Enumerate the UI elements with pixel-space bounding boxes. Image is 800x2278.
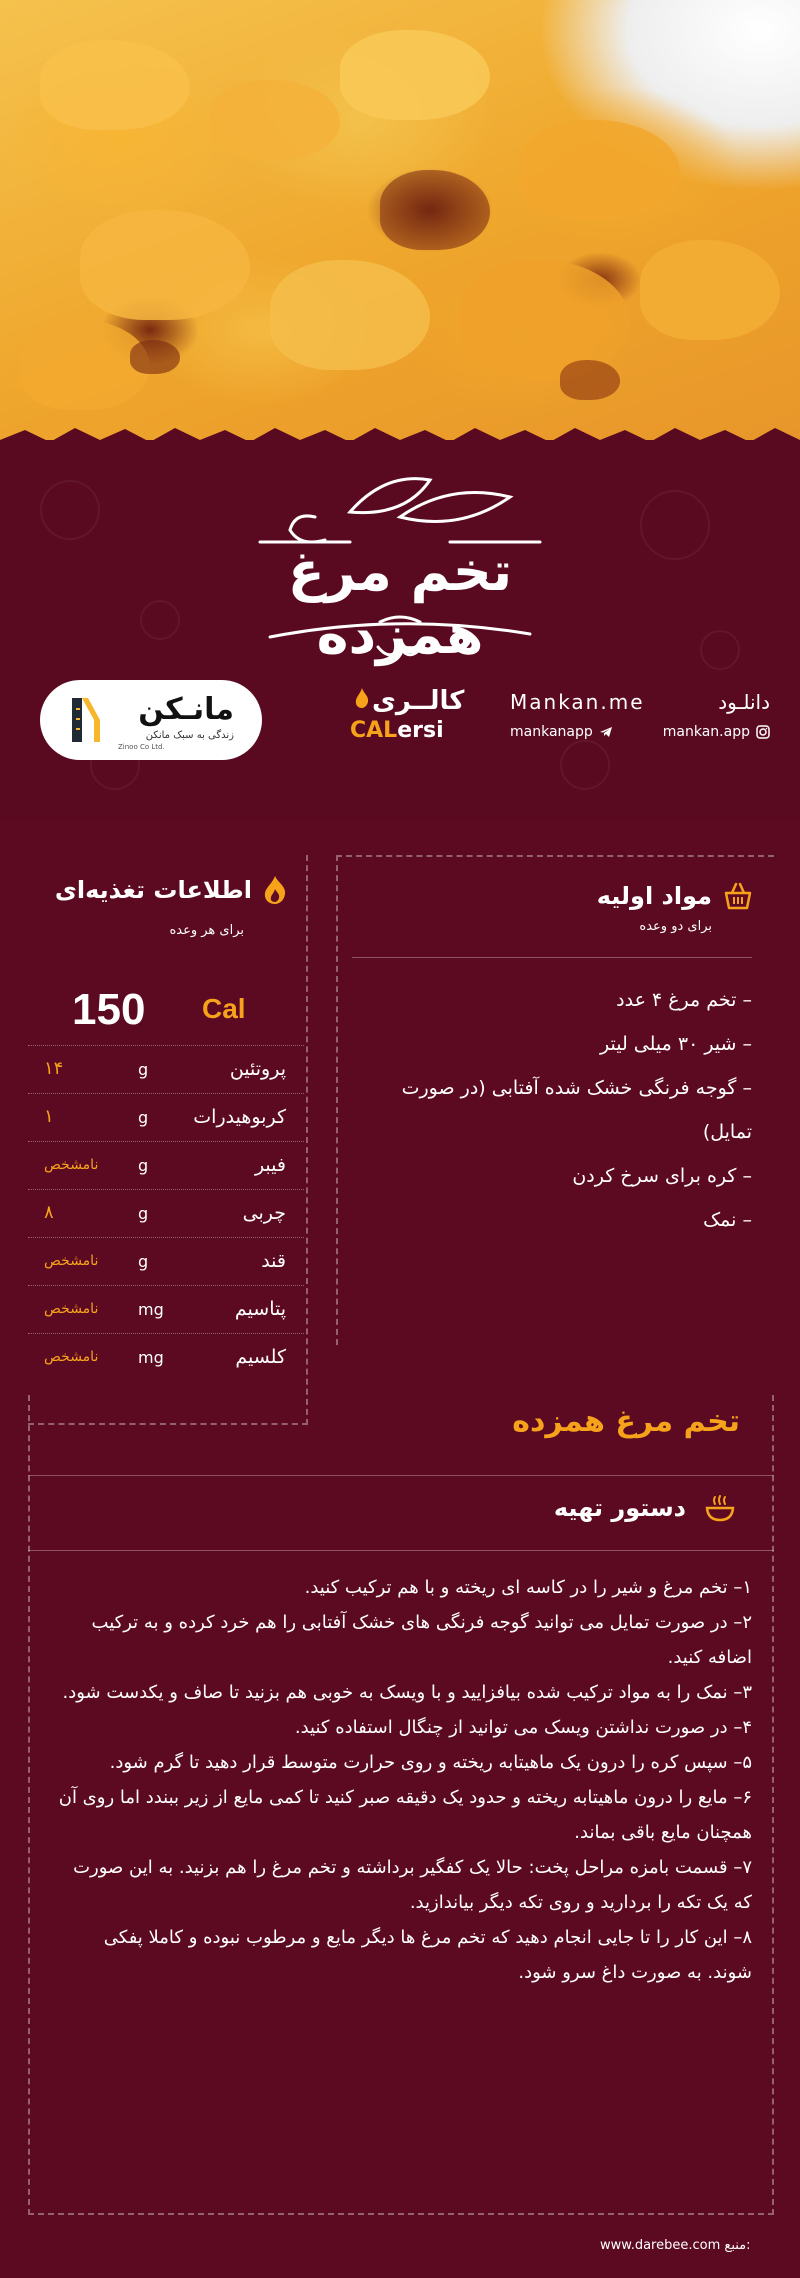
nutrient-name: پتاسیم (234, 1298, 286, 1320)
nutrient-name: چربی (242, 1202, 286, 1224)
mankan-mark-icon (66, 694, 106, 746)
fire-icon (262, 875, 288, 905)
calersi-rest: ersi (397, 718, 444, 743)
title-block (200, 462, 600, 666)
nutrient-value: ۱ (44, 1106, 54, 1127)
instagram-icon (756, 725, 770, 739)
divider (28, 1475, 774, 1476)
source-credit (600, 2238, 751, 2253)
recipe-step: ۵– سپس کره را درون یک ماهیتابه ریخته و روی حرارت متوسط قرار دهید تا گرم شود. (109, 1752, 752, 1773)
calories-row (44, 985, 294, 1035)
nutrient-unit: mg (138, 1348, 164, 1367)
recipe-title: تخم مرغ همزده (512, 1404, 740, 1439)
ingredient-item: – نمک (703, 1209, 752, 1231)
telegram-link[interactable] (510, 724, 613, 740)
recipe-step: ۲– در صورت تمایل می توانید گوجه فرنگی های خشک آفتابی را هم خرد کرده و به ترکیب اضافه کنید. (91, 1612, 752, 1668)
nutrition-subtitle: برای هر وعده (169, 923, 244, 938)
nutrient-unit: g (138, 1108, 149, 1127)
nutrient-name: پروتئین (229, 1058, 286, 1080)
nutrition-row (28, 1093, 304, 1141)
hero-photo (0, 0, 800, 440)
nutrition-table (28, 1045, 304, 1381)
calersi-cal: CAL (350, 718, 398, 743)
nutrient-name: کربوهیدرات (193, 1106, 286, 1128)
nutrient-unit: g (138, 1156, 149, 1175)
recipe-step: ۶– مایع را درون ماهیتابه ریخته و حدود یک دقیقه صبر کنید تا کمی مایع از زیر ببندد اما روی آن همچنان مایع باقی بماند. (58, 1787, 752, 1843)
page-title: تخم مرغ همزده (287, 540, 513, 666)
calersi-persian: کالــری (372, 686, 465, 716)
nutrient-value: نامشخص (44, 1157, 99, 1173)
nutrition-row (28, 1045, 304, 1093)
instagram-handle: mankan.app (662, 724, 750, 740)
steps-title: دستور تهیه (553, 1494, 686, 1522)
mankan-tagline: زندگی به سبک مانکن (145, 730, 234, 741)
nutrient-name: قند (261, 1250, 286, 1272)
source-label: منبع: (724, 2238, 751, 2253)
social-links (510, 724, 770, 744)
download-block (510, 690, 770, 750)
nutrition-panel (28, 855, 308, 1425)
ingredients-panel (336, 855, 774, 1345)
nutrition-title: اطلاعات تغذیه‌ای (54, 876, 252, 904)
steps-list (56, 1570, 752, 1990)
telegram-handle: mankanapp (510, 724, 593, 740)
recipe-step: ۱– تخم مرغ و شیر را در کاسه ای ریخته و با هم ترکیب کنید. (304, 1577, 752, 1598)
ingredients-subtitle: برای دو وعده (639, 919, 712, 934)
nutrient-value: ۸ (44, 1202, 54, 1223)
instagram-link[interactable] (663, 724, 770, 740)
download-site[interactable]: Mankan.me (510, 690, 645, 714)
divider (28, 1550, 774, 1551)
nutrient-unit: g (138, 1252, 149, 1271)
mankan-name: مانـکن (138, 692, 234, 727)
nutrient-name: کلسیم (235, 1346, 286, 1368)
flame-icon (354, 688, 370, 708)
telegram-icon (599, 725, 613, 739)
ingredients-list (352, 957, 752, 1242)
nutrient-unit: g (138, 1060, 149, 1079)
recipe-step: ۸– این کار را تا جایی انجام دهید که تخم مرغ ها دیگر مایع و مرطوب نبوده و کاملا پفکی شوند. به صورت داغ سرو شود. (103, 1927, 752, 1983)
nutrition-row (28, 1189, 304, 1237)
calersi-logo[interactable] (350, 680, 465, 750)
recipe-step: ۴– در صورت نداشتن ویسک می توانید از چنگال استفاده کنید. (294, 1717, 752, 1738)
nutrition-row (28, 1333, 304, 1381)
ingredient-item: – گوجه فرنگی خشک شده آفتابی (در صورت تمایل) (401, 1077, 752, 1143)
nutrient-value: نامشخص (44, 1301, 99, 1317)
steps-header (554, 1492, 736, 1524)
nutrient-value: ۱۴ (44, 1058, 64, 1079)
ingredients-header (597, 881, 754, 911)
calories-unit: Cal (202, 993, 246, 1024)
calersi-latin (350, 718, 444, 743)
source-url[interactable]: www.darebee.com (600, 2238, 721, 2253)
download-label: دانلـود (718, 690, 770, 714)
nutrient-name: فیبر (254, 1154, 286, 1176)
ingredients-title: مواد اولیه (596, 882, 712, 910)
mankan-logo[interactable] (40, 680, 262, 760)
ingredient-item: – تخم مرغ ۴ عدد (616, 989, 752, 1011)
mankan-company: Zinoo Co Ltd. (118, 743, 165, 751)
nutrient-value: نامشخص (44, 1349, 99, 1365)
ingredient-item: – شیر ۳۰ میلی لیتر (600, 1033, 752, 1055)
nutrition-row (28, 1285, 304, 1333)
nutrition-row (28, 1237, 304, 1285)
bowl-icon (704, 1492, 736, 1524)
nutrient-unit: g (138, 1204, 149, 1223)
basket-icon (722, 881, 754, 911)
calories-value: 150 (72, 985, 146, 1034)
nutrition-header (55, 875, 288, 905)
nutrient-unit: mg (138, 1300, 164, 1319)
nutrition-row (28, 1141, 304, 1189)
recipe-step: ۷– قسمت بامزه مراحل پخت: حالا یک کفگیر برداشته و تخم مرغ را هم بزنید. به این صورت که یک تکه را بردارید و روی تکه دیگر بیاندازید. (73, 1857, 752, 1913)
ingredient-item: – کره برای سرخ کردن (572, 1165, 752, 1187)
recipe-step: ۳– نمک را به مواد ترکیب شده بیافزایید و با ویسک به خوبی هم بزنید تا صاف و یکدست شود. (62, 1682, 752, 1703)
nutrient-value: نامشخص (44, 1253, 99, 1269)
